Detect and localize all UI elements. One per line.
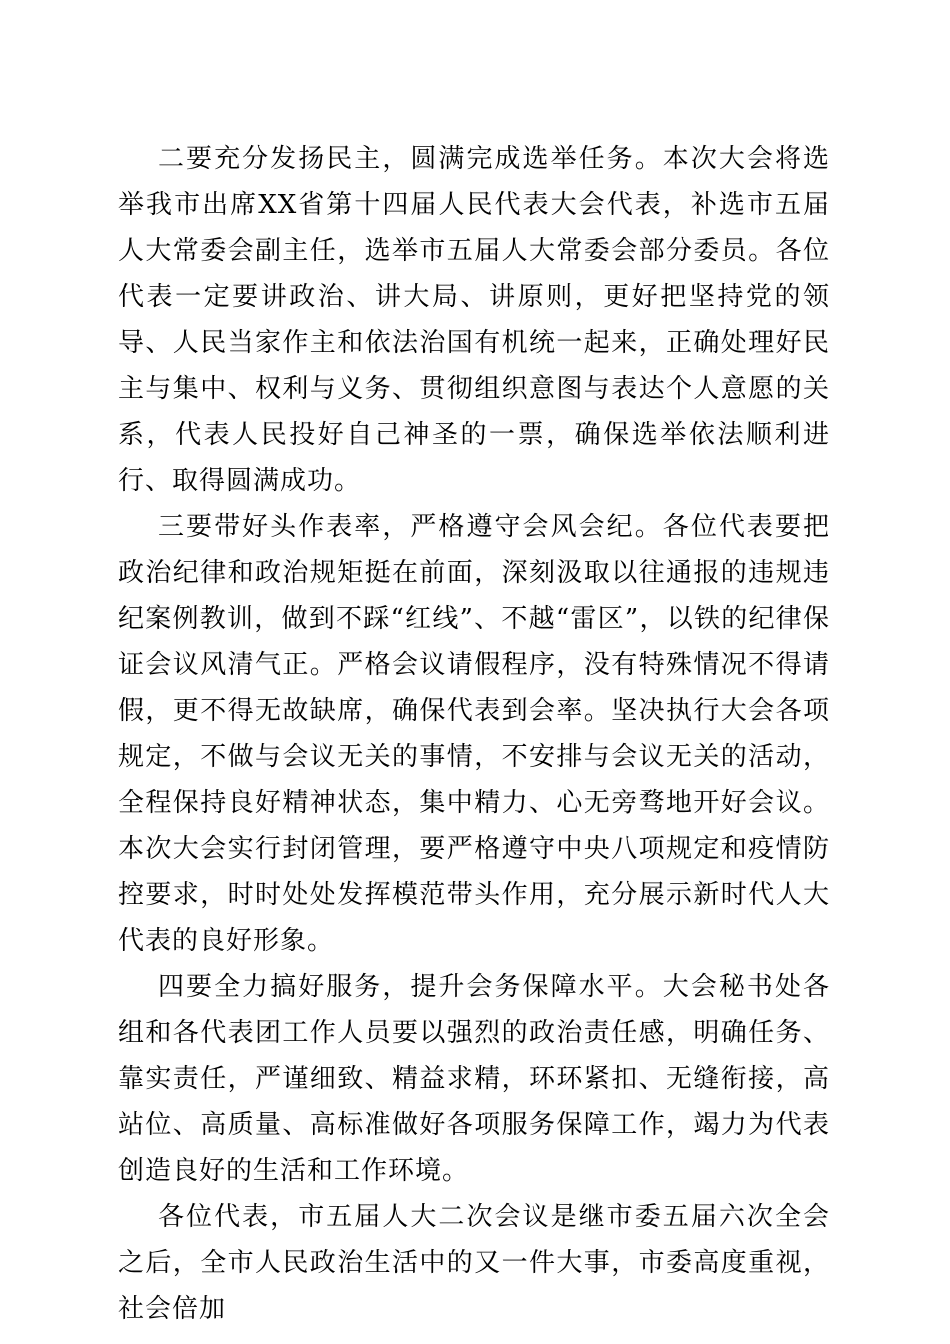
paragraph-discipline: 三要带好头作表率，严格遵守会风会纪。各位代表要把政治纪律和政治规矩挺在前面，深刻汲取以往通报的违规违纪案例教训，做到不踩“红线”、不越“雷区”，以铁的纪律保证会议风清气正。严格会议请假程序，没有特殊情况不得请假，更不得无故缺席，确保代表到会率。坚决执行大会各项规定，不做与会议无关的事情，不安排与会议无关的活动，全程保持良好精神状态，集中精力、心无旁骛地开好会议。本次大会实行封闭管理，要严格遵守中央八项规定和疫情防控要求，时时处处发挥模范带头作用，充分展示新时代人大代表的良好形象。 bbox=[118, 512, 830, 956]
document-body bbox=[118, 136, 830, 1332]
paragraph-service: 四要全力搞好服务，提升会务保障水平。大会秘书处各组和各代表团工作人员要以强烈的政治责任感，明确任务、靠实责任，严谨细致、精益求精，环环紧扣、无缝衔接，高站位、高质量、高标准做好各项服务保障工作，竭力为代表创造良好的生活和工作环境。 bbox=[118, 972, 830, 1186]
paragraph-election: 二要充分发扬民主，圆满完成选举任务。本次大会将选举我市出席XX省第十四届人民代表大会代表，补选市五届人大常委会副主任，选举市五届人大常委会部分委员。各位代表一定要讲政治、讲大局、讲原则，更好把坚持党的领导、人民当家作主和依法治国有机统一起来，正确处理好民主与集中、权利与义务、贯彻组织意图与表达个人意愿的关系，代表人民投好自己神圣的一票，确保选举依法顺利进行、取得圆满成功。 bbox=[118, 144, 830, 496]
paragraph-closing: 各位代表，市五届人大二次会议是继市委五届六次全会之后，全市人民政治生活中的又一件大事，市委高度重视，社会倍加 bbox=[118, 1202, 830, 1324]
